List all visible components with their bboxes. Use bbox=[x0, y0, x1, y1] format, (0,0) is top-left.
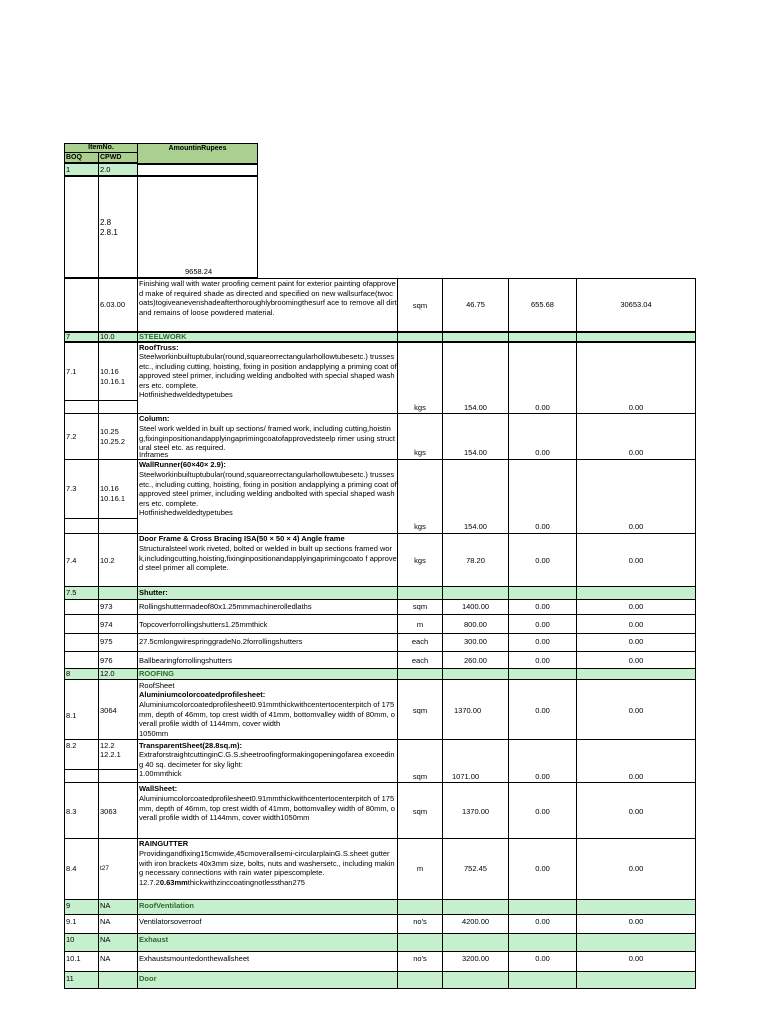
row-7-2-cpwd-a: 10.25 bbox=[100, 427, 119, 436]
row-7-qty-cell bbox=[442, 332, 509, 342]
row-2-boq-cell bbox=[64, 176, 99, 278]
row-8-1-rate: 0.00 bbox=[535, 706, 550, 715]
row-11-rate-cell bbox=[508, 971, 577, 989]
row-8-3-amount: 0.00 bbox=[628, 807, 644, 816]
row-975-qty: 300.00 bbox=[464, 637, 487, 646]
row-7-1-amount: 0.00 bbox=[628, 403, 644, 412]
row-9-1-unit: no's bbox=[413, 917, 427, 926]
row-7-1-boq-sub bbox=[64, 400, 99, 414]
row-3-boq-cell bbox=[64, 278, 99, 332]
row-975-boq-cell bbox=[64, 633, 99, 652]
row-973-cpwd: 973 bbox=[100, 602, 113, 611]
row-10-boq: 10 bbox=[66, 935, 75, 944]
row-7-4-rate: 0.00 bbox=[535, 556, 550, 565]
row-10-1-rate: 0.00 bbox=[535, 954, 550, 963]
row-7-1-cpwd-b: 10.16.1 bbox=[100, 377, 126, 386]
row-7-5-amount-cell bbox=[576, 586, 696, 600]
row-975-amount: 0.00 bbox=[628, 637, 644, 646]
row-9-qty-cell bbox=[442, 899, 509, 915]
row-976-desc: Ballbearingforrollingshutters bbox=[139, 656, 232, 665]
row-7-5-desc-cell bbox=[137, 586, 398, 600]
row-8-4-title: RAINGUTTER bbox=[139, 839, 189, 848]
row-7-1-cpwd-a: 10.16 bbox=[100, 367, 119, 376]
row-8-2-boq: 8.2 bbox=[66, 741, 77, 750]
row-7-3-amount: 0.00 bbox=[628, 522, 644, 531]
row-7-3-qty: 154.00 bbox=[464, 522, 487, 531]
row-8-2-rate: 0.00 bbox=[535, 772, 550, 781]
row-7-2-rate: 0.00 bbox=[535, 448, 550, 457]
row-7-2-desc2: Inframes bbox=[139, 450, 169, 459]
row-10-1-amount: 0.00 bbox=[628, 954, 644, 963]
row-10-desc-cell bbox=[137, 933, 398, 952]
row-7-5-qty-cell bbox=[442, 586, 509, 600]
row-3-qty: 46.75 bbox=[466, 300, 485, 309]
row-11-unit-cell bbox=[397, 971, 443, 989]
row-10-1-desc: Exhaustsmountedonthewallsheet bbox=[139, 954, 250, 963]
row-974-qty: 800.00 bbox=[464, 620, 487, 629]
row-975-unit: each bbox=[411, 637, 429, 646]
row-8-1-qty: 1370.00 bbox=[454, 706, 482, 715]
row-7-4-amount: 0.00 bbox=[628, 556, 644, 565]
row-7-2-title: Column: bbox=[139, 414, 170, 423]
row-7-3-desc2: Hotfinishedweldedtypetubes bbox=[139, 508, 233, 517]
row-8-4-desc2-b: 0.63mm bbox=[159, 878, 188, 887]
row-7-4-cpwd: 10.2 bbox=[100, 556, 115, 565]
row-7-3-cpwd-b: 10.16.1 bbox=[100, 494, 126, 503]
row-7-unit-cell bbox=[397, 332, 443, 342]
row-7-5-cpwd-cell bbox=[98, 586, 138, 600]
row-1-boq: 1 bbox=[66, 165, 71, 174]
row-8-1-boq-cell bbox=[64, 679, 99, 740]
row-7-1-boq: 7.1 bbox=[66, 367, 77, 376]
row-9-rate-cell bbox=[508, 899, 577, 915]
row-2-cpwd-b: 2.8.1 bbox=[100, 228, 118, 237]
row-9-amount-cell bbox=[576, 899, 696, 915]
row-10-cpwd: NA bbox=[100, 935, 111, 944]
row-8-2-amount: 0.00 bbox=[628, 772, 644, 781]
row-11-amount-cell bbox=[576, 971, 696, 989]
row-976-cpwd: 976 bbox=[100, 656, 113, 665]
row-973-amount: 0.00 bbox=[628, 602, 644, 611]
row-8-4-desc2-c: thickwithzinccoatingnotlessthan275 bbox=[187, 878, 305, 887]
row-11-boq: 11 bbox=[66, 974, 74, 983]
row-10-1-boq: 10.1 bbox=[66, 954, 81, 963]
row-7-1-unit: kgs bbox=[414, 403, 426, 412]
row-8-2-cpwd-b: 12.2.1 bbox=[100, 750, 121, 759]
row-7-3-unit: kgs bbox=[414, 522, 426, 531]
row-8-4-desc2 bbox=[139, 878, 305, 888]
row-8-2-cpwd-sub bbox=[98, 769, 138, 783]
row-3-desc: Finishing wall with water proofing cement paint for exterior painting ofapproved make of required shade as directed and specified on new wallsurface(twocoats)togiveanevenshadeafterthoroughlybroomingthesurf ace to remove all dirt and remains of loose powdered material. bbox=[139, 279, 397, 317]
row-11-qty-cell bbox=[442, 971, 509, 989]
row-7-1-desc: Steelworkinbuiltuptubular(round,squareorrectangularhollowtubesetc.) trusses etc., including cutting, hoisting, fixing in position andapplying a priming coat of approved steel primer, including welding andbolted with special shaped washers etc. complete. bbox=[139, 352, 397, 390]
row-11-cpwd-cell bbox=[98, 971, 138, 989]
row-8-3-cpwd: 3063 bbox=[100, 807, 117, 816]
row-2-cpwd-a: 2.8 bbox=[100, 218, 112, 227]
row-8-4-unit: m bbox=[416, 864, 424, 873]
row-8-4-desc2-a: 12.7.2 bbox=[139, 878, 160, 887]
row-9-unit-cell bbox=[397, 899, 443, 915]
row-7-1-title: RoofTruss: bbox=[139, 343, 179, 352]
row-973-desc: Rollingshuttermadeof80x1.25mmmachinerolledlaths bbox=[139, 602, 312, 611]
header-amount: AmountinRupees bbox=[168, 145, 227, 152]
row-974-desc: Topcoverforrollingshutters1.25mmthick bbox=[139, 620, 268, 629]
row-8-1-desc: Aluminiumcolorcoatedprofilesheet0.91mmthickwithcentertocenterpitch of 175 mm, depth of 46mm, top crest width of 41mm, bottomvalley width of 80mm, overall profile width of 1144mm, cover width bbox=[139, 700, 395, 728]
row-7-2-unit: kgs bbox=[414, 448, 426, 457]
row-8-2-qty: 1071.00 bbox=[452, 772, 480, 781]
row-8-2-desc: ExtraforstraightcuttinginC.G.S.sheetroofingformakingopeningofarea exceeding 40 sq. decimeter for sky light: bbox=[139, 750, 395, 769]
row-976-boq-cell bbox=[64, 651, 99, 669]
row-976-unit: each bbox=[411, 656, 429, 665]
row-8-2-title: TransparentSheet(28.8sq.m): bbox=[139, 741, 242, 750]
row-7-amount-cell bbox=[576, 332, 696, 342]
header-boq: BOQ bbox=[66, 154, 82, 161]
row-7-1-qty: 154.00 bbox=[464, 403, 487, 412]
row-8-2-unit: sqm bbox=[412, 772, 428, 781]
row-7-desc: STEELWORK bbox=[139, 332, 187, 341]
row-973-qty: 1400.00 bbox=[461, 602, 490, 611]
row-8-2-cpwd-a: 12.2 bbox=[100, 741, 115, 750]
row-3-rate: 655.68 bbox=[531, 300, 554, 309]
row-10-1-cpwd: NA bbox=[100, 954, 111, 963]
row-10-rate-cell bbox=[508, 933, 577, 952]
row-1-amount-cell bbox=[137, 163, 258, 176]
row-9-1-amount: 0.00 bbox=[628, 917, 644, 926]
row-7-4-unit: kgs bbox=[414, 556, 426, 565]
row-3-amount: 30653.04 bbox=[620, 300, 652, 309]
row-975-cpwd: 975 bbox=[100, 637, 113, 646]
row-8-4-amount: 0.00 bbox=[628, 864, 644, 873]
row-7-3-cpwd-a: 10.16 bbox=[100, 484, 119, 493]
row-7-2-cpwd-b: 10.25.2 bbox=[100, 437, 126, 446]
row-7-4-boq: 7.4 bbox=[66, 556, 77, 565]
row-8-1-desc2: 1050mm bbox=[139, 729, 169, 738]
row-975-rate: 0.00 bbox=[535, 637, 550, 646]
row-8-2-desc2: 1.00mmthick bbox=[139, 769, 182, 778]
row-10-desc: Exhaust bbox=[139, 935, 169, 944]
row-8-4-desc: Providingandfixing15cmwide,45cmoverallsemi-circularplainG.S.sheet gutter with iron brackets 40x3mm size, bolts, nuts and washersetc., including making necessary connections with rain water pipescomplete. bbox=[139, 849, 395, 877]
row-976-qty: 260.00 bbox=[464, 656, 487, 665]
row-8-3-desc: Aluminiumcolorcoatedprofilesheet0.91mmthickwithcentertocenterpitch of 175 mm, depth of 46mm, top crest width of 41mm, bottomvalley width of 80mm, overall profile width of 1144mm, cover width1050mm bbox=[139, 794, 395, 822]
row-7-3-rate: 0.00 bbox=[535, 522, 550, 531]
row-973-boq-cell bbox=[64, 599, 99, 615]
row-9-1-desc: Ventilatorsoverroof bbox=[139, 917, 202, 926]
row-9-1-rate: 0.00 bbox=[535, 917, 550, 926]
row-7-3-desc: Steelworkinbuiltuptubular(round,squareorrectangularhollowtubesetc.) trusses etc., including cutting, hoisting, fixing in position andapplying a priming coat of approved steel primer, including welding andbolted with special shaped washers etc. complete. bbox=[139, 470, 397, 508]
row-974-rate: 0.00 bbox=[535, 620, 550, 629]
row-10-amount-cell bbox=[576, 933, 696, 952]
row-973-rate: 0.00 bbox=[535, 602, 550, 611]
row-7-5-desc: Shutter: bbox=[139, 588, 168, 597]
row-7-5-boq: 7.5 bbox=[66, 588, 77, 597]
row-8-4-cpwd: t27 bbox=[100, 865, 110, 872]
row-7-2-desc: Steel work welded in built up sections/ framed work, including cutting,hoisting,fixinginpositionandapplyingaprimingcoatofapprovedsteelp rimer using structural steel etc. as required. bbox=[139, 424, 395, 452]
row-3-cpwd: 6.03.00 bbox=[100, 300, 126, 309]
row-8-3-qty: 1370.00 bbox=[461, 807, 490, 816]
row-975-desc: 27.5cmlongwirespringgradeNo.2forrollingshutters bbox=[139, 637, 303, 646]
row-7-2-amount: 0.00 bbox=[628, 448, 644, 457]
row-973-unit: sqm bbox=[412, 602, 428, 611]
row-8-1-boq: 8.1 bbox=[66, 711, 77, 720]
row-9-1-cpwd: NA bbox=[100, 917, 111, 926]
row-7-2-boq: 7.2 bbox=[66, 432, 77, 441]
row-9-boq: 9 bbox=[66, 901, 71, 910]
row-976-amount: 0.00 bbox=[628, 656, 644, 665]
row-10-1-unit: no's bbox=[413, 954, 427, 963]
row-8-4-rate: 0.00 bbox=[535, 864, 550, 873]
row-974-unit: m bbox=[416, 620, 424, 629]
row-8-1-pre: RoofSheet bbox=[139, 681, 175, 690]
row-8-boq: 8 bbox=[66, 669, 71, 678]
row-8-2-boq-sub bbox=[64, 769, 99, 783]
row-11-desc: Door bbox=[139, 974, 157, 983]
row-7-3-boq: 7.3 bbox=[66, 484, 77, 493]
row-974-amount: 0.00 bbox=[628, 620, 644, 629]
row-976-rate: 0.00 bbox=[535, 656, 550, 665]
row-7-rate-cell bbox=[508, 332, 577, 342]
row-8-1-title: Aluminiumcolorcoatedprofilesheet: bbox=[139, 690, 266, 699]
row-8-1-unit: sqm bbox=[412, 706, 428, 715]
row-8-4-qty: 752.45 bbox=[464, 864, 487, 873]
row-7-3-title: WallRunner(60×40× 2.9): bbox=[139, 460, 226, 469]
row-7-boq: 7 bbox=[66, 332, 71, 341]
row-7-1-cpwd-sub bbox=[98, 400, 138, 414]
row-7-cpwd: 10.0 bbox=[100, 332, 115, 341]
header-item-no: ItemNo. bbox=[88, 144, 114, 151]
row-8-3-unit: sqm bbox=[412, 807, 428, 816]
row-7-5-unit-cell bbox=[397, 586, 443, 600]
row-8-cpwd: 12.0 bbox=[100, 669, 115, 678]
row-9-desc: RoofVentilation bbox=[139, 901, 194, 910]
row-9-cpwd: NA bbox=[100, 901, 111, 910]
row-2-amount-cell bbox=[137, 176, 258, 278]
row-11-desc-cell bbox=[137, 971, 398, 989]
row-7-3-cpwd-sub bbox=[98, 518, 138, 534]
row-3-unit: sqm bbox=[412, 301, 428, 310]
row-9-1-qty: 4200.00 bbox=[461, 917, 490, 926]
row-7-5-rate-cell bbox=[508, 586, 577, 600]
row-7-3-boq-sub bbox=[64, 518, 99, 534]
row-8-3-rate: 0.00 bbox=[535, 807, 550, 816]
row-7-1-desc2: Hotfinishedweldedtypetubes bbox=[139, 390, 233, 399]
row-9-1-boq: 9.1 bbox=[66, 917, 77, 926]
row-8-3-boq: 8.3 bbox=[66, 807, 77, 816]
row-974-boq-cell bbox=[64, 614, 99, 634]
row-8-4-boq: 8.4 bbox=[66, 864, 77, 873]
row-974-cpwd: 974 bbox=[100, 620, 113, 629]
row-8-desc: ROOFING bbox=[139, 669, 174, 678]
header-cpwd: CPWD bbox=[100, 154, 122, 161]
row-10-1-qty: 3200.00 bbox=[461, 954, 490, 963]
row-10-unit-cell bbox=[397, 933, 443, 952]
row-7-1-rate: 0.00 bbox=[535, 403, 550, 412]
row-8-3-title: WallSheet: bbox=[139, 784, 178, 793]
row-7-4-desc: Structuralsteel work riveted, bolted or welded in built up sections framed work,includingcutting,hoisting,fixinginpositionandapplyingaprimingcoato f approved steel primer all complete. bbox=[139, 544, 397, 572]
row-10-qty-cell bbox=[442, 933, 509, 952]
row-2-amount: 9658.24 bbox=[185, 267, 213, 276]
row-8-1-cpwd: 3064 bbox=[100, 706, 117, 715]
row-7-4-qty: 78.20 bbox=[466, 556, 485, 565]
row-7-4-title: Door Frame & Cross Bracing ISA(50 × 50 × 4) Angle frame bbox=[139, 534, 345, 543]
row-8-1-amount: 0.00 bbox=[628, 706, 644, 715]
row-1-cpwd: 2.0 bbox=[100, 165, 111, 174]
row-7-2-qty: 154.00 bbox=[464, 448, 487, 457]
